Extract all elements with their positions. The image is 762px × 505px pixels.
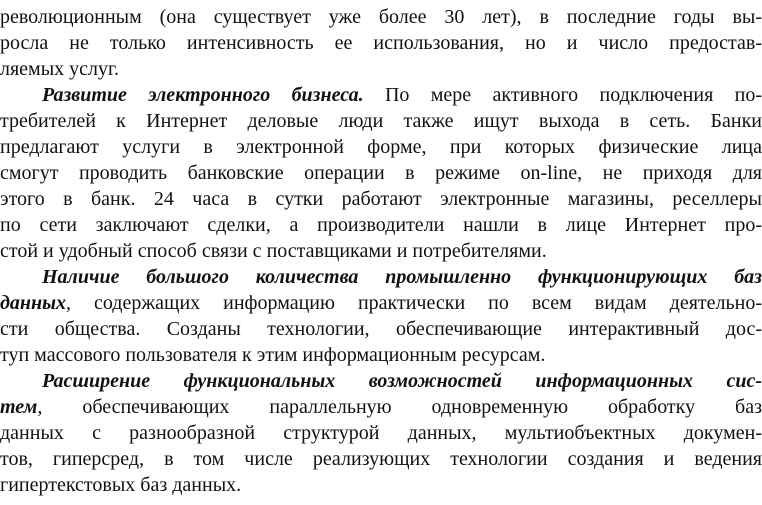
section-heading-cont: данных: [0, 292, 67, 314]
text-line: росла не только интенсивность ее использования, но и число предостав-: [0, 32, 762, 54]
text-line: предлагают услуги в электронной форме, при которых физические лица: [0, 136, 762, 158]
text-run: По мере активного подключения по-: [363, 84, 762, 106]
text-line: ляемых услуг.: [0, 58, 119, 80]
section-heading: Развитие электронного бизнеса.: [42, 84, 364, 106]
paragraph-cont-line: [0, 290, 762, 316]
text-line: смогут проводить банковские операции в режиме on-line, не приходя для: [0, 162, 762, 184]
text-line: туп массового пользователя к этим информационным ресурсам.: [0, 344, 546, 366]
text-line: стой и удобный способ связи с поставщиками и потребителями.: [0, 240, 547, 262]
text-line: тов, гиперсред, в том числе реализующих технологии создания и ведения: [0, 448, 762, 470]
text-line: гипертекстовых баз данных.: [0, 474, 242, 496]
text-line: по сети заключают сделки, а производители нашли в лице Интернет про-: [0, 214, 762, 236]
text-line: этого в банк. 24 часа в сутки работают электронные магазины, реселлеры: [0, 188, 762, 210]
section-heading: Расширение функциональных возможностей информационных сис-: [42, 370, 762, 392]
text-run: , обеспечивающих параллельную одновременную обработку баз: [37, 396, 762, 418]
text-line: требителей к Интернет деловые люди также ищут выхода в сеть. Банки: [0, 110, 762, 132]
text-line: данных с разнообразной структурой данных, мультиобъектных докумен-: [0, 422, 762, 444]
section-heading: Наличие большого количества промышленно функционирующих баз: [42, 266, 762, 288]
paragraph-cont-line: [0, 394, 762, 420]
paragraph-first-line: [0, 82, 762, 108]
section-heading-cont: тем: [0, 396, 38, 418]
text-line: революционным (она существует уже более 30 лет), в последние годы вы-: [0, 6, 762, 28]
text-run: , содержащих информацию практически по всем видам деятельно-: [66, 292, 762, 314]
text-line: сти общества. Созданы технологии, обеспечивающие интерактивный дос-: [0, 318, 762, 340]
